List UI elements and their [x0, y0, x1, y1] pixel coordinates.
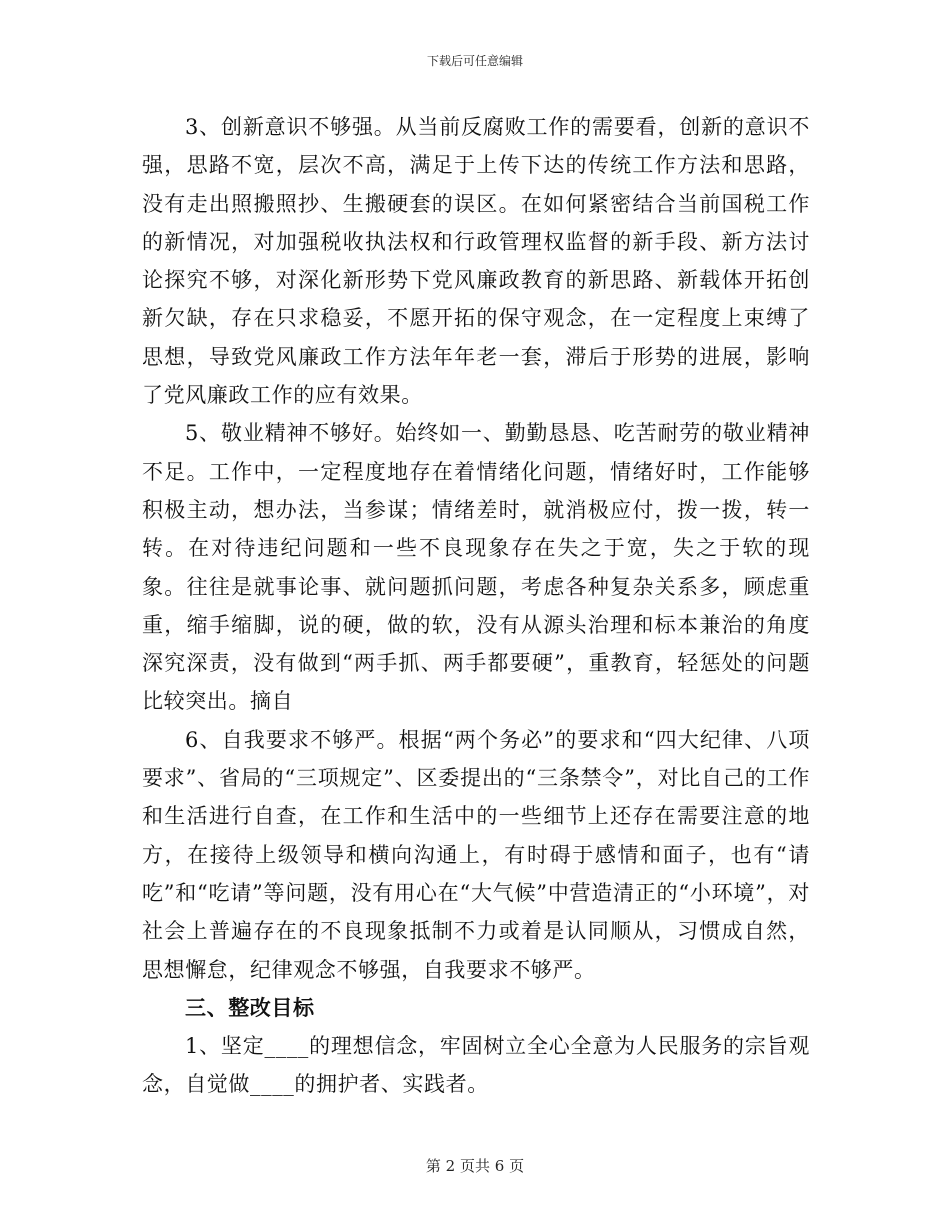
paragraph-innovation-awareness: 3、创新意识不够强。从当前反腐败工作的需要看，创新的意识不强，思路不宽，层次不高，满足于上传下达的传统工作方法和思路，没有走出照搬照抄、生搬硬套的误区。在如何紧密结合当前国税工作的新情况，对加强税收执法权和行政管理权监督的新手段、新方法讨论探究不够，对深化新形势下党风廉政教育的新思路、新载体开拓创新欠缺，存在只求稳妥，不愿开拓的保守观念，在一定程度上束缚了思想，导致党风廉政工作方法年年老一套，滞后于形势的进展，影响了党风廉政工作的应有效果。 — [142, 115, 810, 408]
section-heading-rectification-goals: 三、整改目标 — [185, 994, 315, 1020]
page-number: 第 2 页共 6 页 — [425, 1157, 525, 1175]
paragraph-firm-belief: 1、坚定____的理想信念，牢固树立全心全意为人民服务的宗旨观念，自觉做____的拥护者、实践者。 — [142, 1034, 810, 1097]
paragraph-dedication: 5、敬业精神不够好。始终如一、勤勤恳恳、吃苦耐劳的敬业精神不足。工作中，一定程度地存在着情绪化问题，情绪好时，工作能够积极主动，想办法，当参谋；情绪差时，就消极应付，拨一拨，转一转。在对待违纪问题和一些不良现象存在失之于宽，失之于软的现象。往往是就事论事、就问题抓问题，考虑各种复杂关系多，顾虑重重，缩手缩脚，说的硬，做的软，没有从源头治理和标本兼治的角度深究深责，没有做到“两手抓、两手都要硬”，重教育，轻惩处的问题比较突出。摘自 — [142, 421, 810, 714]
document-body — [142, 108, 810, 1104]
paragraph-self-discipline: 6、自我要求不够严。根据“两个务必”的要求和“四大纪律、八项要求”、省局的“三项规定”、区委提出的“三条禁令”，对比自己的工作和生活进行自查，在工作和生活中的一些细节上还存在需要注意的地方，在接待上级领导和横向沟通上，有时碍于感情和面子，也有“请吃”和“吃请”等问题，没有用心在“大气候”中营造清正的“小环境”，对社会上普遍存在的不良现象抵制不力或着是认同顺从，习惯成自然，思想懈怠，纪律观念不够强，自我要求不够严。 — [142, 727, 810, 982]
page-header-note: 下载后可任意编辑 — [426, 54, 523, 68]
